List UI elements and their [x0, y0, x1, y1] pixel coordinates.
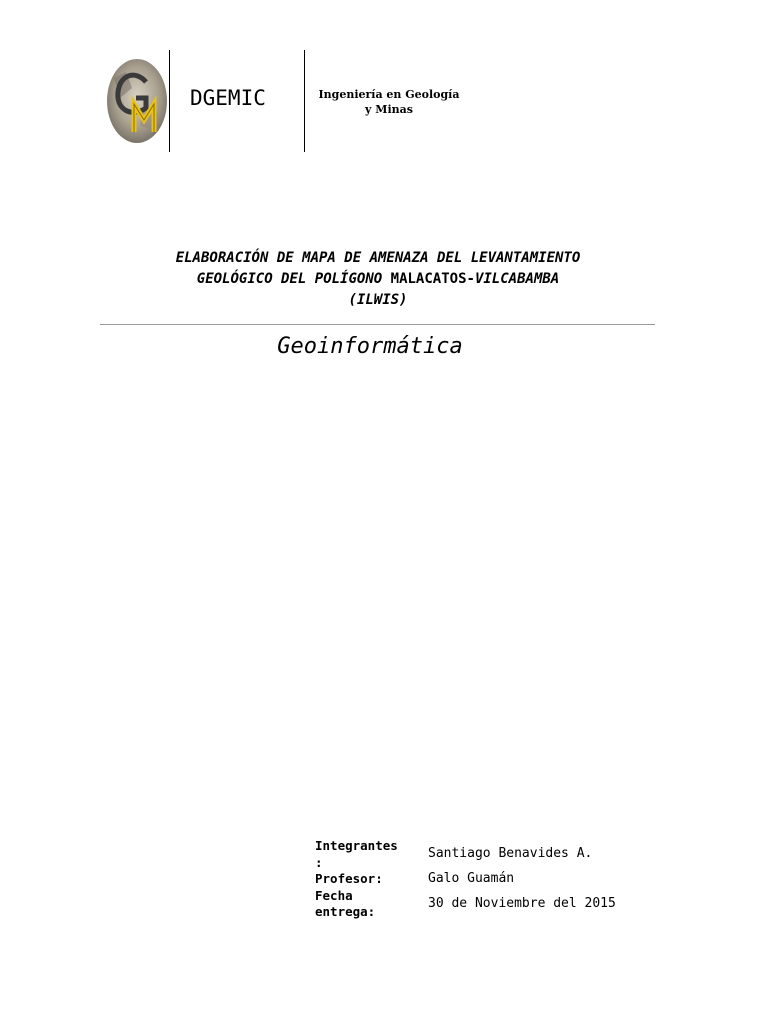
gm-logo — [106, 58, 168, 144]
subject-title: Geoinformática — [277, 334, 463, 359]
document-title — [100, 248, 656, 311]
members-value: Santiago Benavides A. — [428, 846, 593, 862]
date-label-line-1: Fecha — [315, 887, 353, 903]
organization-name: DGEMIC — [190, 86, 266, 110]
info-table — [315, 838, 616, 921]
header-divider-right — [304, 50, 305, 152]
info-row-members — [315, 838, 616, 871]
members-label-line-2: : — [315, 854, 323, 870]
date-label — [315, 888, 428, 921]
title-line-1: ELABORACIÓN DE MAPA DE AMENAZA DEL LEVANTAMIENTO — [175, 250, 581, 266]
department-line-2: y Minas — [365, 103, 413, 116]
title-line-2-dash: - — [466, 271, 475, 287]
title-separator — [100, 324, 655, 325]
logo-graphic — [106, 58, 168, 144]
department-line-1: Ingeniería en Geología — [318, 88, 460, 101]
title-line-2-tail: VILCABAMBA — [474, 271, 560, 287]
title-line-2 — [100, 269, 656, 290]
title-line-2-italic: GEOLÓGICO DEL POLÍGONO — [196, 271, 391, 287]
professor-label: Profesor: — [315, 871, 383, 886]
title-line-3: (ILWIS) — [348, 292, 408, 308]
header-divider-left — [169, 50, 170, 152]
title-line-2-normal: MALACATOS — [390, 271, 467, 287]
info-row-professor — [315, 871, 616, 888]
members-label — [315, 838, 428, 871]
date-value: 30 de Noviembre del 2015 — [428, 895, 616, 911]
professor-value: Galo Guamán — [428, 871, 515, 886]
date-label-line-2: entrega: — [315, 904, 376, 919]
department-name — [314, 87, 464, 117]
members-label-line-1: Integrantes — [315, 838, 398, 853]
info-row-date — [315, 888, 616, 921]
